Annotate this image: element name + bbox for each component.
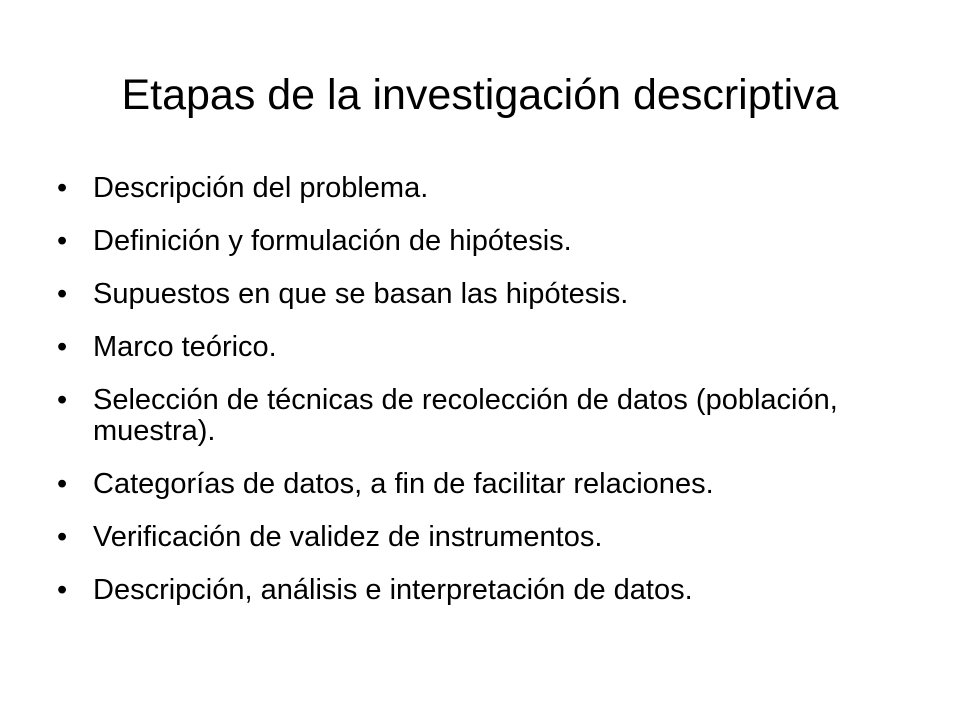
- bullet-icon: •: [57, 574, 68, 606]
- list-item-text: Verificación de validez de instrumentos.: [93, 521, 603, 553]
- bullet-icon: •: [57, 468, 68, 500]
- list-item: [57, 332, 927, 363]
- list-item: [57, 173, 927, 204]
- list-item-text: Definición y formulación de hipótesis.: [93, 225, 572, 257]
- list-item: [57, 522, 927, 553]
- list-item-text: Supuestos en que se basan las hipótesis.: [93, 278, 629, 310]
- list-item: [57, 226, 927, 257]
- slide-title: Etapas de la investigación descriptiva: [121, 71, 839, 119]
- bullet-list: [57, 173, 927, 628]
- list-item: [57, 279, 927, 310]
- bullet-icon: •: [57, 521, 68, 553]
- bullet-icon: •: [57, 331, 68, 363]
- list-item-text: Descripción, análisis e interpretación de datos.: [93, 574, 693, 606]
- bullet-icon: •: [57, 172, 68, 204]
- list-item: [57, 575, 927, 606]
- list-item: [57, 469, 927, 500]
- bullet-icon: •: [57, 384, 68, 416]
- list-item-text: Marco teórico.: [93, 331, 277, 363]
- list-item-text: Selección de técnicas de recolección de datos (población, muestra).: [93, 384, 838, 447]
- bullet-icon: •: [57, 278, 68, 310]
- list-item-text: Descripción del problema.: [93, 172, 429, 204]
- list-item: [57, 385, 927, 447]
- bullet-icon: •: [57, 225, 68, 257]
- list-item-text: Categorías de datos, a fin de facilitar relaciones.: [93, 468, 714, 500]
